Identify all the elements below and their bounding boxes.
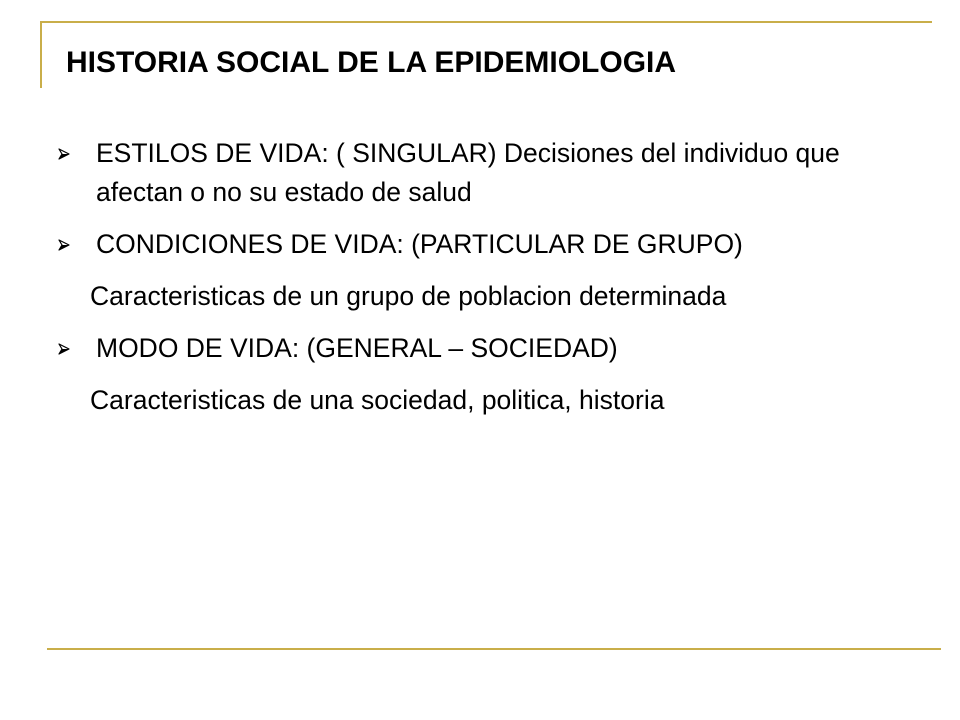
bullet-item-modo	[58, 329, 878, 368]
left-rule	[40, 21, 42, 88]
slide-title: HISTORIA SOCIAL DE LA EPIDEMIOLOGIA	[66, 46, 677, 79]
top-rule	[40, 21, 932, 23]
paragraph-text: Caracteristicas de un grupo de poblacion determinada	[90, 281, 727, 311]
paragraph-text: Caracteristicas de una sociedad, politica, historia	[90, 385, 665, 415]
bottom-rule	[47, 648, 941, 650]
bullet-text: CONDICIONES DE VIDA: (PARTICULAR DE GRUPO)	[96, 229, 743, 259]
bullet-text: MODO DE VIDA: (GENERAL – SOCIEDAD)	[96, 333, 618, 363]
paragraph-condiciones-detail	[58, 277, 878, 316]
paragraph-modo-detail	[58, 381, 878, 420]
bullet-item-estilos	[58, 134, 878, 212]
bullet-item-condiciones	[58, 225, 878, 264]
arrowhead-bullet-icon	[58, 148, 70, 160]
arrowhead-bullet-icon	[58, 239, 70, 251]
arrowhead-bullet-icon	[58, 343, 70, 355]
slide-body	[58, 134, 878, 433]
bullet-text: ESTILOS DE VIDA: ( SINGULAR) Decisiones del individuo que afectan o no su estado de salud	[96, 138, 840, 207]
